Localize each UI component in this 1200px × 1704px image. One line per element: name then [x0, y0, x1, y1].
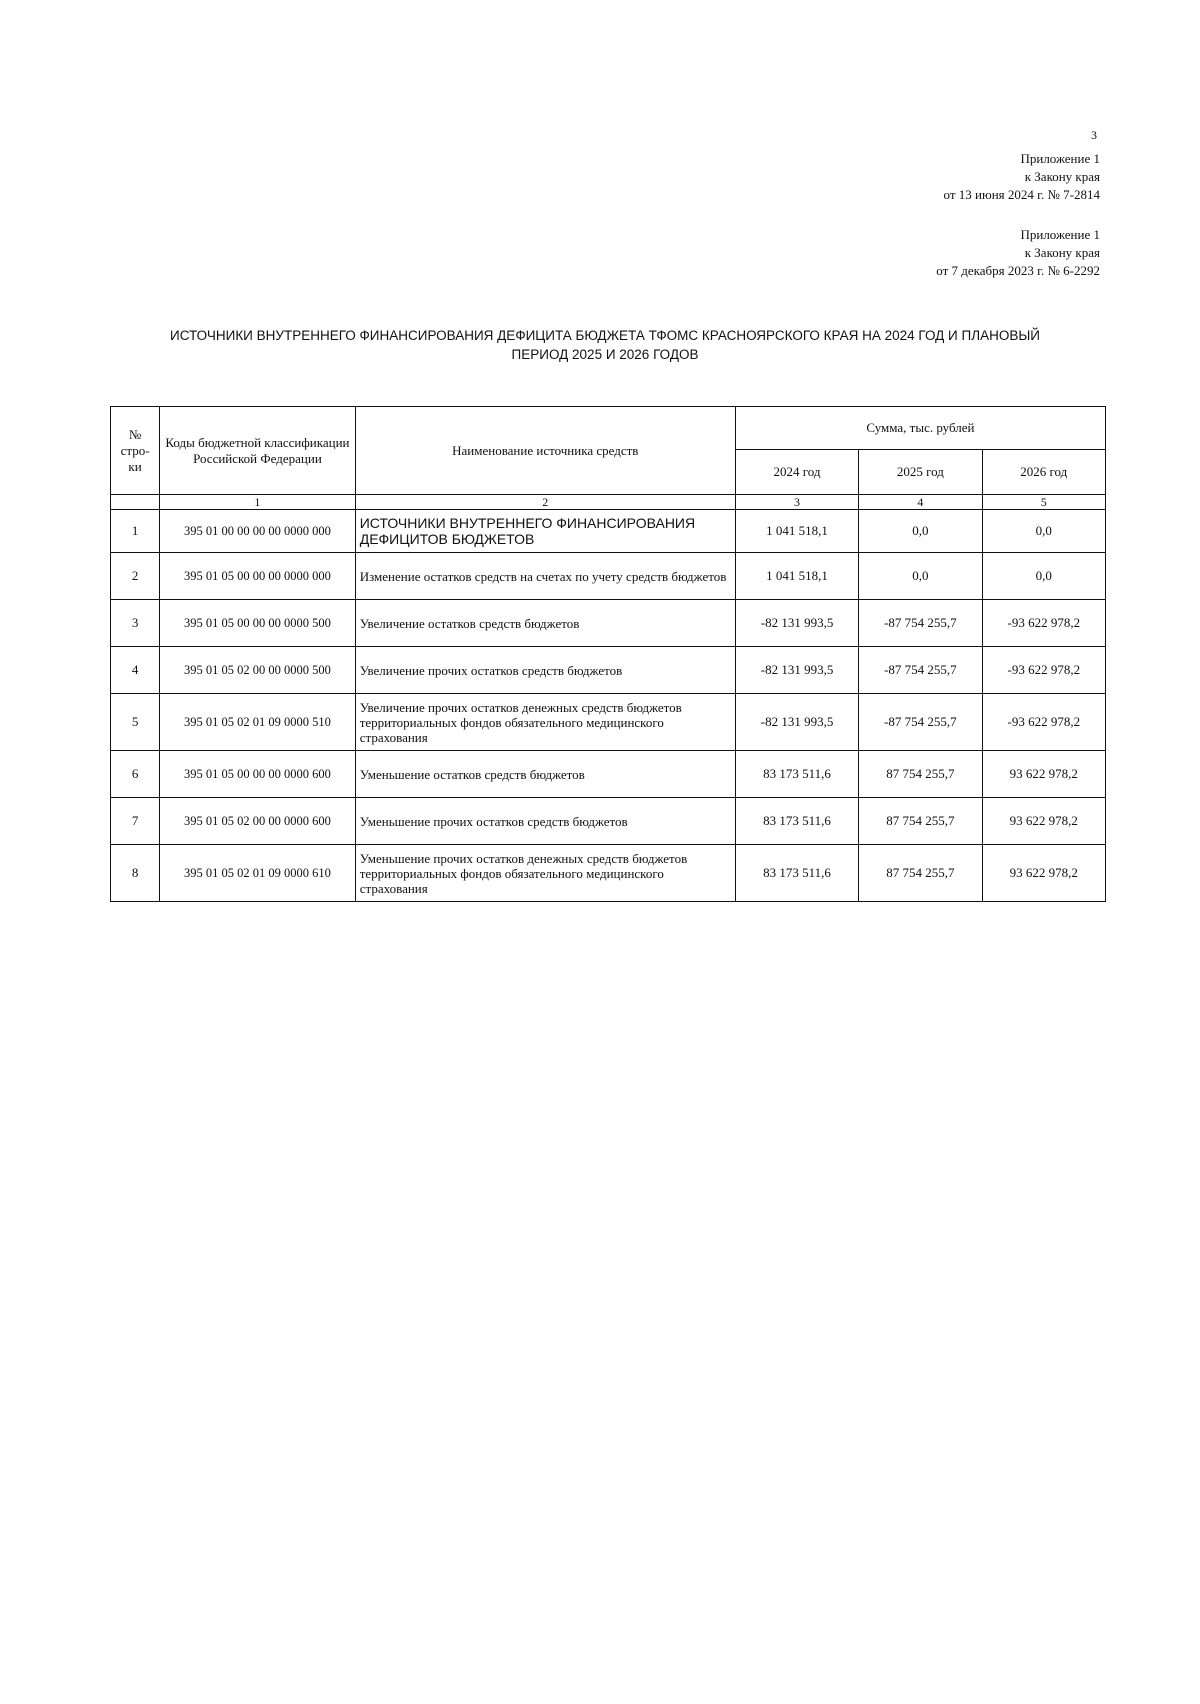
row-number: 1 [111, 510, 160, 553]
appendix-line: от 13 июня 2024 г. № 7-2814 [943, 187, 1100, 202]
header-source-name: Наименование источника средств [355, 407, 735, 495]
amount-2025: 87 754 255,7 [859, 751, 982, 798]
appendix-reference-old [936, 226, 1100, 280]
budget-code: 395 01 00 00 00 00 0000 000 [160, 510, 356, 553]
amount-2026: -93 622 978,2 [982, 647, 1105, 694]
financing-sources-table [110, 406, 1106, 902]
appendix-line: от 7 декабря 2023 г. № 6-2292 [936, 263, 1100, 278]
appendix-line: к Закону края [1024, 245, 1100, 260]
row-number: 4 [111, 647, 160, 694]
row-number: 2 [111, 553, 160, 600]
header-year-2025: 2025 год [859, 450, 982, 495]
table-row [111, 798, 1106, 845]
header-budget-code: Коды бюджетной классификации Российской Федерации [160, 407, 356, 495]
document-title-line: ИСТОЧНИКИ ВНУТРЕННЕГО ФИНАНСИРОВАНИЯ ДЕФИЦИТА БЮДЖЕТА ТФОМС КРАСНОЯРСКОГО КРАЯ НА 2024 ГОД И ПЛАНОВЫЙ [170, 328, 1040, 343]
appendix-reference-new [944, 150, 1100, 204]
page-number: 3 [1091, 128, 1097, 142]
appendix-line: Приложение 1 [1020, 227, 1100, 242]
source-name: Увеличение прочих остатков денежных средств бюджетов территориальных фондов обязательного медицинского страхования [355, 694, 735, 751]
source-name: ИСТОЧНИКИ ВНУТРЕННЕГО ФИНАНСИРОВАНИЯ ДЕФИЦИТОВ БЮДЖЕТОВ [355, 510, 735, 553]
header-year-2026: 2026 год [982, 450, 1105, 495]
amount-2024: 83 173 511,6 [735, 845, 858, 902]
amount-2024: 1 041 518,1 [735, 510, 858, 553]
budget-code: 395 01 05 00 00 00 0000 600 [160, 751, 356, 798]
amount-2025: 87 754 255,7 [859, 798, 982, 845]
column-number: 5 [982, 495, 1105, 510]
column-number: 4 [859, 495, 982, 510]
source-name: Уменьшение прочих остатков денежных средств бюджетов территориальных фондов обязательного медицинского страхования [355, 845, 735, 902]
amount-2024: -82 131 993,5 [735, 647, 858, 694]
source-name: Уменьшение остатков средств бюджетов [355, 751, 735, 798]
table-row [111, 845, 1106, 902]
table-row [111, 600, 1106, 647]
table-row [111, 553, 1106, 600]
amount-2025: 0,0 [859, 553, 982, 600]
column-number: 3 [735, 495, 858, 510]
budget-code: 395 01 05 02 00 00 0000 600 [160, 798, 356, 845]
amount-2024: -82 131 993,5 [735, 694, 858, 751]
amount-2024: 83 173 511,6 [735, 751, 858, 798]
budget-code: 395 01 05 00 00 00 0000 500 [160, 600, 356, 647]
appendix-line: Приложение 1 [1020, 151, 1100, 166]
amount-2026: -93 622 978,2 [982, 600, 1105, 647]
amount-2025: -87 754 255,7 [859, 647, 982, 694]
header-sum: Сумма, тыс. рублей [735, 407, 1105, 450]
document-title-line: ПЕРИОД 2025 И 2026 ГОДОВ [511, 347, 699, 362]
amount-2026: 93 622 978,2 [982, 751, 1105, 798]
column-number [111, 495, 160, 510]
source-name: Увеличение прочих остатков средств бюджетов [355, 647, 735, 694]
amount-2025: -87 754 255,7 [859, 694, 982, 751]
amount-2024: 1 041 518,1 [735, 553, 858, 600]
appendix-line: к Закону края [1024, 169, 1100, 184]
amount-2024: -82 131 993,5 [735, 600, 858, 647]
budget-code: 395 01 05 02 01 09 0000 510 [160, 694, 356, 751]
row-number: 8 [111, 845, 160, 902]
amount-2026: 93 622 978,2 [982, 845, 1105, 902]
row-number: 5 [111, 694, 160, 751]
row-number: 3 [111, 600, 160, 647]
row-number: 6 [111, 751, 160, 798]
column-number: 1 [160, 495, 356, 510]
source-name: Изменение остатков средств на счетах по учету средств бюджетов [355, 553, 735, 600]
header-year-2024: 2024 год [735, 450, 858, 495]
budget-code: 395 01 05 00 00 00 0000 000 [160, 553, 356, 600]
source-name: Увеличение остатков средств бюджетов [355, 600, 735, 647]
source-name: Уменьшение прочих остатков средств бюджетов [355, 798, 735, 845]
amount-2025: 87 754 255,7 [859, 845, 982, 902]
amount-2026: -93 622 978,2 [982, 694, 1105, 751]
table-row [111, 647, 1106, 694]
table-row [111, 694, 1106, 751]
budget-code: 395 01 05 02 01 09 0000 610 [160, 845, 356, 902]
amount-2025: 0,0 [859, 510, 982, 553]
table-header-row [111, 407, 1106, 450]
amount-2025: -87 754 255,7 [859, 600, 982, 647]
column-number: 2 [355, 495, 735, 510]
header-row-number: № стро-ки [111, 407, 160, 495]
budget-code: 395 01 05 02 00 00 0000 500 [160, 647, 356, 694]
row-number: 7 [111, 798, 160, 845]
table-row [111, 751, 1106, 798]
amount-2026: 0,0 [982, 553, 1105, 600]
table-row [111, 510, 1106, 553]
amount-2026: 93 622 978,2 [982, 798, 1105, 845]
column-number-row [111, 495, 1106, 510]
amount-2024: 83 173 511,6 [735, 798, 858, 845]
amount-2026: 0,0 [982, 510, 1105, 553]
document-title [110, 326, 1100, 364]
